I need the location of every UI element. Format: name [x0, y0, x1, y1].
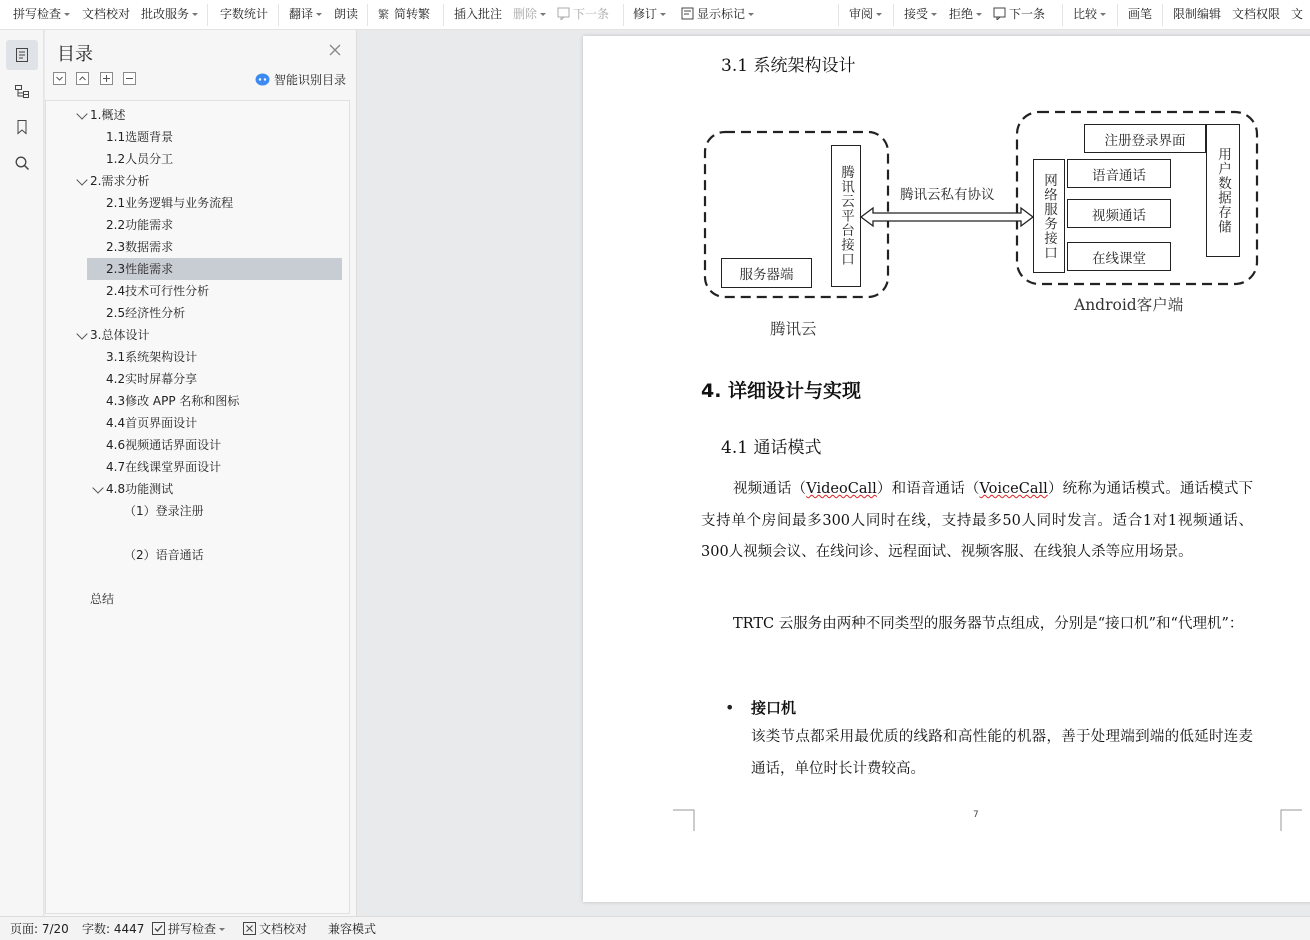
- show-markup-button[interactable]: [681, 0, 754, 28]
- chevron-down-icon[interactable]: [76, 174, 87, 185]
- brush-button[interactable]: 画笔: [1128, 7, 1153, 21]
- divider: [623, 4, 624, 26]
- toc-item[interactable]: （1）登录注册: [124, 504, 204, 518]
- batch-service-button[interactable]: [141, 0, 198, 28]
- toc-item[interactable]: 1.1选题背景: [106, 130, 174, 144]
- close-icon[interactable]: [327, 42, 343, 58]
- checkbox-check-icon: [152, 922, 165, 935]
- bookmark-button[interactable]: [6, 112, 38, 142]
- smart-ai-icon: [255, 73, 270, 86]
- accept-button[interactable]: [904, 0, 937, 28]
- read-aloud-button[interactable]: 朗读: [334, 7, 359, 21]
- chevron-down-icon[interactable]: [76, 108, 87, 119]
- doc-more-button[interactable]: 文: [1291, 7, 1304, 21]
- cloud-caption: 腾讯云: [770, 320, 817, 338]
- toc-panel: [45, 30, 357, 916]
- insert-comment-button[interactable]: 插入批注: [454, 7, 503, 21]
- chevron-down-icon: [931, 13, 937, 16]
- crop-mark-icon: [673, 809, 695, 831]
- divider: [367, 4, 368, 26]
- doc-proofread-button[interactable]: 文档校对: [82, 7, 131, 21]
- review-ribbon: [0, 0, 1310, 30]
- status-spell-check[interactable]: [152, 917, 225, 940]
- toc-list: [45, 100, 350, 914]
- status-spell-label: 拼写检查: [168, 922, 217, 936]
- next-comment-button[interactable]: [557, 0, 609, 28]
- chevron-down-icon: [660, 13, 666, 16]
- double-arrow-icon: [861, 208, 1033, 226]
- chapter-heading: 4. 详细设计与实现: [701, 380, 862, 402]
- word-count[interactable]: 字数: 4447: [82, 922, 145, 936]
- section-heading: 3.1 系统架构设计: [721, 56, 856, 76]
- chevron-down-icon: [1100, 13, 1106, 16]
- delete-label: 删除: [513, 7, 538, 21]
- compare-button[interactable]: [1073, 0, 1106, 28]
- trad-simp-label: 简转繁: [394, 7, 431, 21]
- trad-simp-button[interactable]: [378, 0, 430, 28]
- toc-item[interactable]: 4.3修改 APP 名称和图标: [106, 394, 240, 408]
- delete-comment-button[interactable]: [513, 0, 546, 28]
- plus-icon: [101, 73, 112, 84]
- chevron-down-icon: [976, 13, 982, 16]
- expand-all-button[interactable]: [76, 72, 89, 85]
- crop-mark-icon: [1280, 809, 1302, 831]
- revise-button[interactable]: [633, 0, 666, 28]
- svg-text:繁: 繁: [378, 8, 389, 20]
- chevron-down-icon: [748, 13, 754, 16]
- next-change-button[interactable]: [993, 0, 1045, 28]
- voice-call-box: 语音通话: [1067, 159, 1171, 188]
- server-box: 服务器端: [721, 258, 812, 288]
- toc-item[interactable]: 2.5经济性分析: [106, 306, 186, 320]
- protocol-label: 腾讯云私有协议: [900, 187, 995, 203]
- toc-item[interactable]: 4.2实时屏幕分享: [106, 372, 198, 386]
- chevron-down-icon[interactable]: [76, 328, 87, 339]
- reject-label: 拒绝: [949, 7, 974, 21]
- net-interface-box: 网络服务接口: [1033, 159, 1065, 273]
- bookmark-icon: [14, 119, 30, 135]
- collapse-all-button[interactable]: [53, 72, 66, 85]
- toc-item[interactable]: 总结: [90, 592, 115, 606]
- toc-item[interactable]: 4.7在线课堂界面设计: [106, 460, 222, 474]
- traditional-chinese-icon: [378, 7, 391, 20]
- spell-check-label: 拼写检查: [13, 7, 62, 21]
- divider: [1117, 4, 1118, 26]
- navigation-button[interactable]: [6, 76, 38, 106]
- spelling-flagged-word: VoiceCall: [979, 481, 1048, 497]
- toc-item[interactable]: 2.4技术可行性分析: [106, 284, 210, 298]
- revise-label: 修订: [633, 7, 658, 21]
- next-change-label: 下一条: [1009, 7, 1046, 21]
- bullet-dot-icon: •: [725, 698, 735, 717]
- compare-label: 比较: [1073, 7, 1098, 21]
- document-page[interactable]: [583, 36, 1310, 902]
- toc-item[interactable]: 4.6视频通话界面设计: [106, 438, 222, 452]
- toc-item-selected[interactable]: 2.3性能需求: [87, 258, 342, 280]
- toc-item[interactable]: 2.2功能需求: [106, 218, 174, 232]
- restrict-edit-button[interactable]: 限制编辑: [1173, 7, 1222, 21]
- translate-button[interactable]: [289, 0, 322, 28]
- chevron-down-icon: [54, 73, 65, 84]
- paragraph-text: ）统称为通话模式。通话模式下支持单个房间最多300人同时在线，支持最多50人同时发言。适合1对1视频通话、300人视频会议、在线问诊、远程面试、视频客服、在线狼人杀等应用场景。: [701, 481, 1254, 560]
- paragraph-text: 视频通话（: [733, 481, 807, 497]
- toc-item[interactable]: 2.需求分析: [90, 174, 150, 188]
- page-number: 7: [973, 810, 979, 820]
- review-label: 审阅: [849, 7, 874, 21]
- paragraph-text: ）和语音通话（: [876, 481, 980, 497]
- document-canvas[interactable]: [357, 30, 1310, 916]
- batch-service-label: 批改服务: [141, 7, 190, 21]
- paragraph: TRTC 云服务由两种不同类型的服务器节点组成，分别是“接口机”和“代理机”：: [733, 616, 1244, 632]
- chevron-down-icon: [316, 13, 322, 16]
- doc-permission-button[interactable]: 文档权限: [1232, 7, 1281, 21]
- smart-toc-button[interactable]: [255, 71, 346, 88]
- section-heading: 4.1 通话模式: [721, 438, 822, 458]
- document-list-icon: [14, 47, 30, 63]
- word-count-button[interactable]: 字数统计: [220, 7, 269, 21]
- divider: [278, 4, 279, 26]
- toc-item[interactable]: 3.总体设计: [90, 328, 150, 342]
- next-comment-label: 下一条: [573, 7, 610, 21]
- divider: [838, 4, 839, 26]
- architecture-diagram: [701, 108, 1261, 348]
- video-call-box: 视频通话: [1067, 199, 1171, 228]
- chevron-down-icon: [540, 13, 546, 16]
- toc-item[interactable]: 2.3数据需求: [106, 240, 174, 254]
- user-storage-box: 用户数据存储: [1206, 124, 1240, 257]
- register-ui-box: 注册登录界面: [1084, 124, 1206, 153]
- status-bar: [0, 916, 1310, 940]
- chevron-down-icon: [64, 13, 70, 16]
- page-indicator[interactable]: 页面: 7/20: [10, 922, 69, 936]
- toc-title: 目录: [57, 44, 93, 65]
- chevron-down-icon: [192, 13, 198, 16]
- toc-panel-button[interactable]: [6, 40, 38, 70]
- toc-item[interactable]: 4.8功能测试: [106, 482, 174, 496]
- status-proofread[interactable]: [243, 917, 307, 940]
- spelling-flagged-word: VideoCall: [806, 481, 877, 497]
- proofread-icon: [243, 922, 256, 935]
- smart-toc-label: 智能识别目录: [274, 73, 347, 87]
- toc-item[interactable]: 3.1系统架构设计: [106, 350, 198, 364]
- accept-label: 接受: [904, 7, 929, 21]
- search-button[interactable]: [6, 148, 38, 178]
- translate-label: 翻译: [289, 7, 314, 21]
- side-rail: [0, 30, 44, 916]
- toc-item[interactable]: 1.2人员分工: [106, 152, 174, 166]
- outline-tree-icon: [14, 83, 30, 99]
- next-comment-icon: [557, 7, 570, 20]
- online-class-box: 在线课堂: [1067, 242, 1171, 271]
- chevron-up-icon: [77, 73, 88, 84]
- remove-heading-button[interactable]: [123, 72, 136, 85]
- search-icon: [14, 155, 30, 171]
- chevron-down-icon[interactable]: [92, 482, 103, 493]
- add-heading-button[interactable]: [100, 72, 113, 85]
- toc-item[interactable]: （2）语音通话: [124, 548, 204, 562]
- chevron-down-icon: [219, 928, 225, 931]
- divider: [1062, 4, 1063, 26]
- divider: [1162, 4, 1163, 26]
- minus-icon: [124, 73, 135, 84]
- divider: [893, 4, 894, 26]
- cloud-interface-box: 腾讯云平台接口: [831, 145, 861, 287]
- next-change-icon: [993, 7, 1006, 20]
- reject-button[interactable]: [949, 0, 982, 28]
- spell-check-button[interactable]: [13, 0, 70, 28]
- status-proofread-label: 文档校对: [259, 922, 308, 936]
- toc-item[interactable]: 4.4首页界面设计: [106, 416, 198, 430]
- toc-item[interactable]: 2.1业务逻辑与业务流程: [106, 196, 234, 210]
- divider: [443, 4, 444, 26]
- markup-icon: [681, 7, 694, 20]
- divider: [207, 4, 208, 26]
- review-button[interactable]: [849, 0, 882, 28]
- compat-mode: 兼容模式: [328, 922, 377, 936]
- toc-item[interactable]: 1.概述: [90, 108, 126, 122]
- paragraph: [701, 474, 1253, 569]
- show-markup-label: 显示标记: [697, 7, 746, 21]
- bullet-body: 该类节点都采用最优质的线路和高性能的机器，善于处理端到端的低延时连麦通话，单位时长计费较高。: [751, 729, 1253, 777]
- chevron-down-icon: [876, 13, 882, 16]
- android-caption: Android客户端: [1074, 296, 1184, 314]
- bullet-title: 接口机: [751, 699, 797, 717]
